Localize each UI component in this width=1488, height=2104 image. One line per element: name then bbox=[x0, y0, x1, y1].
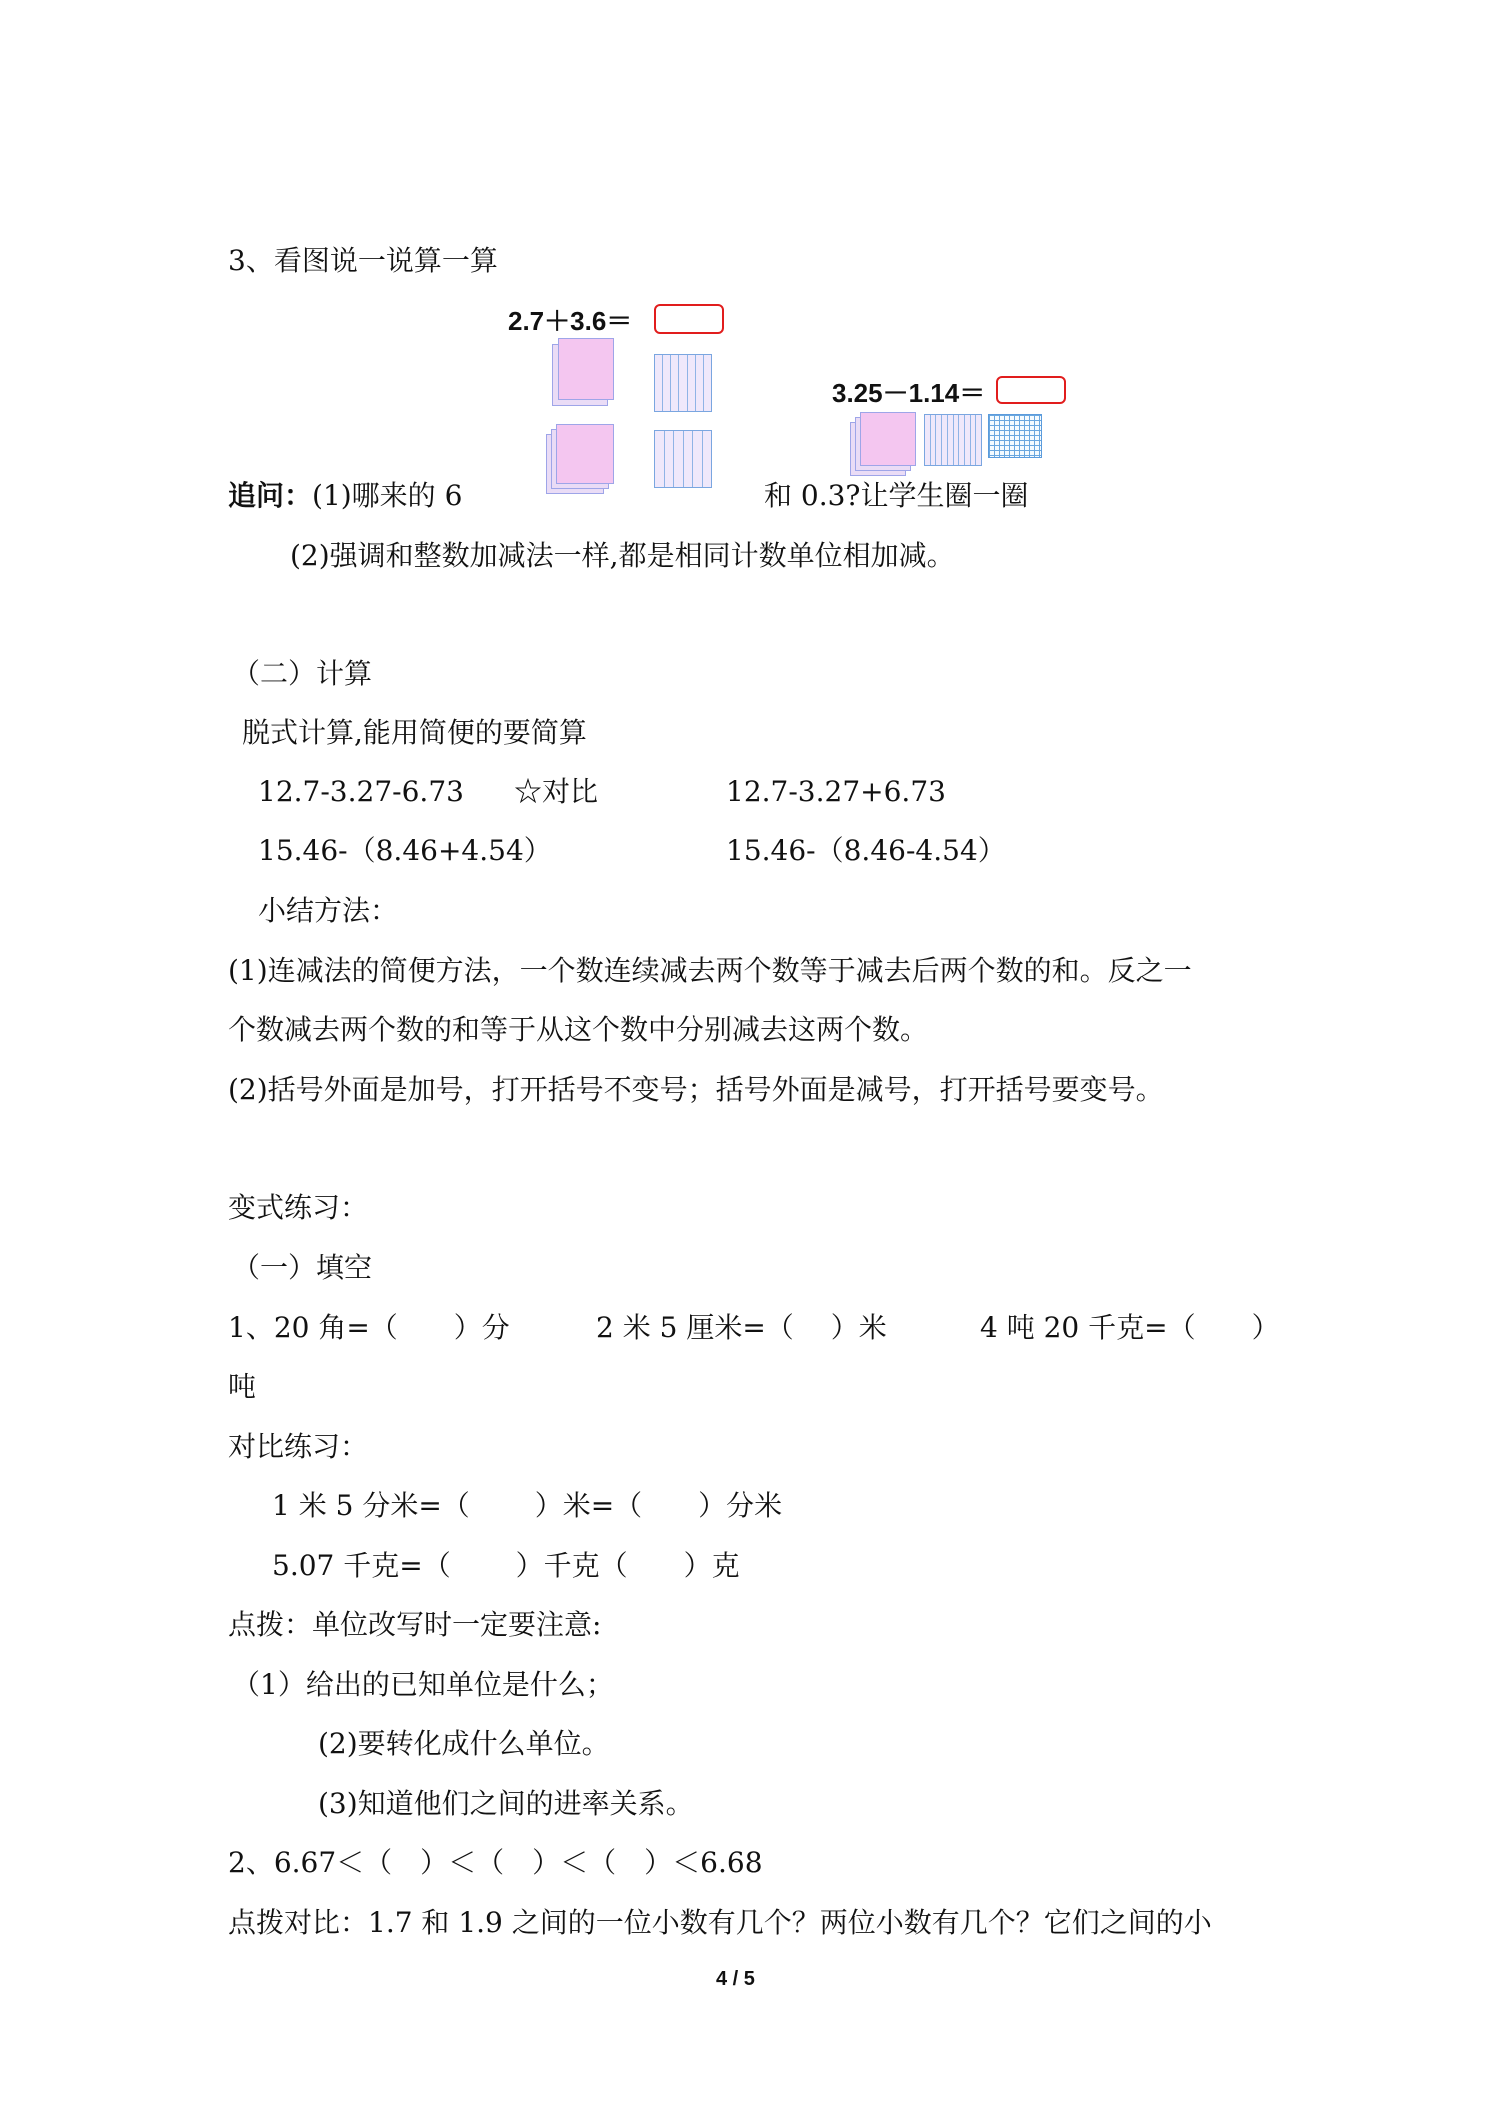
fill-question-2: 2、6.67＜（ ）＜（ ）＜（ ）＜6.68 bbox=[228, 1846, 763, 1879]
unit-square bbox=[556, 424, 614, 484]
followup-q1 bbox=[228, 478, 462, 514]
calc-heading: （二）计算 bbox=[232, 657, 373, 690]
tenth-strips bbox=[924, 414, 982, 466]
fill-question: 4 吨 20 千克=（ ） bbox=[980, 1311, 1280, 1344]
compare-practice-label: 对比练习： bbox=[228, 1430, 369, 1463]
compare-question: 1 米 5 分米=（ ）米=（ ）分米 bbox=[272, 1489, 783, 1522]
expression: 12.7-3.27+6.73 bbox=[726, 775, 946, 808]
followup-q2: (2)强调和整数加减法一样,都是相同计数单位相加减。 bbox=[290, 539, 955, 572]
followup-label: 追问： bbox=[228, 479, 313, 512]
tenth-strips bbox=[654, 354, 712, 412]
summary-item-1-cont: 个数减去两个数的和等于从这个数中分别减去这两个数。 bbox=[228, 1013, 929, 1046]
fill-question-unit: 吨 bbox=[228, 1370, 257, 1403]
page-number: 4 / 5 bbox=[716, 1968, 755, 1990]
tenth-strips bbox=[654, 430, 712, 488]
variant-heading: 变式练习： bbox=[228, 1191, 369, 1224]
compare-label: ☆对比 bbox=[514, 775, 599, 808]
answer-box-subtract[interactable] bbox=[996, 376, 1066, 404]
tip-label: 点拨：单位改写时一定要注意: bbox=[228, 1608, 602, 1641]
tip-item: (2)要转化成什么单位。 bbox=[318, 1727, 610, 1760]
equation-add: 2.7＋3.6＝ bbox=[508, 306, 633, 336]
unit-square bbox=[860, 412, 916, 466]
answer-box-add[interactable] bbox=[654, 304, 724, 334]
fill-question: 1、20 角=（ ）分 bbox=[228, 1311, 510, 1344]
equation-subtract: 3.25－1.14＝ bbox=[832, 378, 986, 408]
fill-heading: （一）填空 bbox=[232, 1251, 373, 1284]
expression: 12.7-3.27-6.73 bbox=[258, 775, 464, 808]
followup-q1-left: (1)哪来的 6 bbox=[312, 479, 463, 512]
tip-item: （1）给出的已知单位是什么； bbox=[232, 1668, 614, 1701]
calc-intro: 脱式计算,能用简便的要简算 bbox=[242, 716, 587, 749]
summary-item-2: (2)括号外面是加号，打开括号不变号；括号外面是减号，打开括号要变号。 bbox=[228, 1073, 1164, 1106]
summary-label: 小结方法： bbox=[258, 894, 399, 927]
expression: 15.46-（8.46+4.54） bbox=[258, 834, 552, 867]
hundredths-grid bbox=[988, 414, 1042, 458]
tip-compare: 点拨对比：1.7 和 1.9 之间的一位小数有几个？两位小数有几个？它们之间的小 bbox=[228, 1906, 1212, 1939]
summary-item-1: (1)连减法的简便方法，一个数连续减去两个数等于减去后两个数的和。反之一 bbox=[228, 954, 1192, 987]
tip-item: (3)知道他们之间的进率关系。 bbox=[318, 1787, 694, 1820]
unit-square bbox=[558, 338, 614, 400]
section-heading: 3、看图说一说算一算 bbox=[228, 244, 498, 277]
followup-q1-right: 和 0.3?让学生圈一圈 bbox=[764, 479, 1029, 512]
fill-question: 2 米 5 厘米=（ ）米 bbox=[596, 1311, 887, 1344]
compare-question: 5.07 千克=（ ）千克（ ）克 bbox=[272, 1549, 740, 1582]
expression: 15.46-（8.46-4.54） bbox=[726, 834, 1006, 867]
